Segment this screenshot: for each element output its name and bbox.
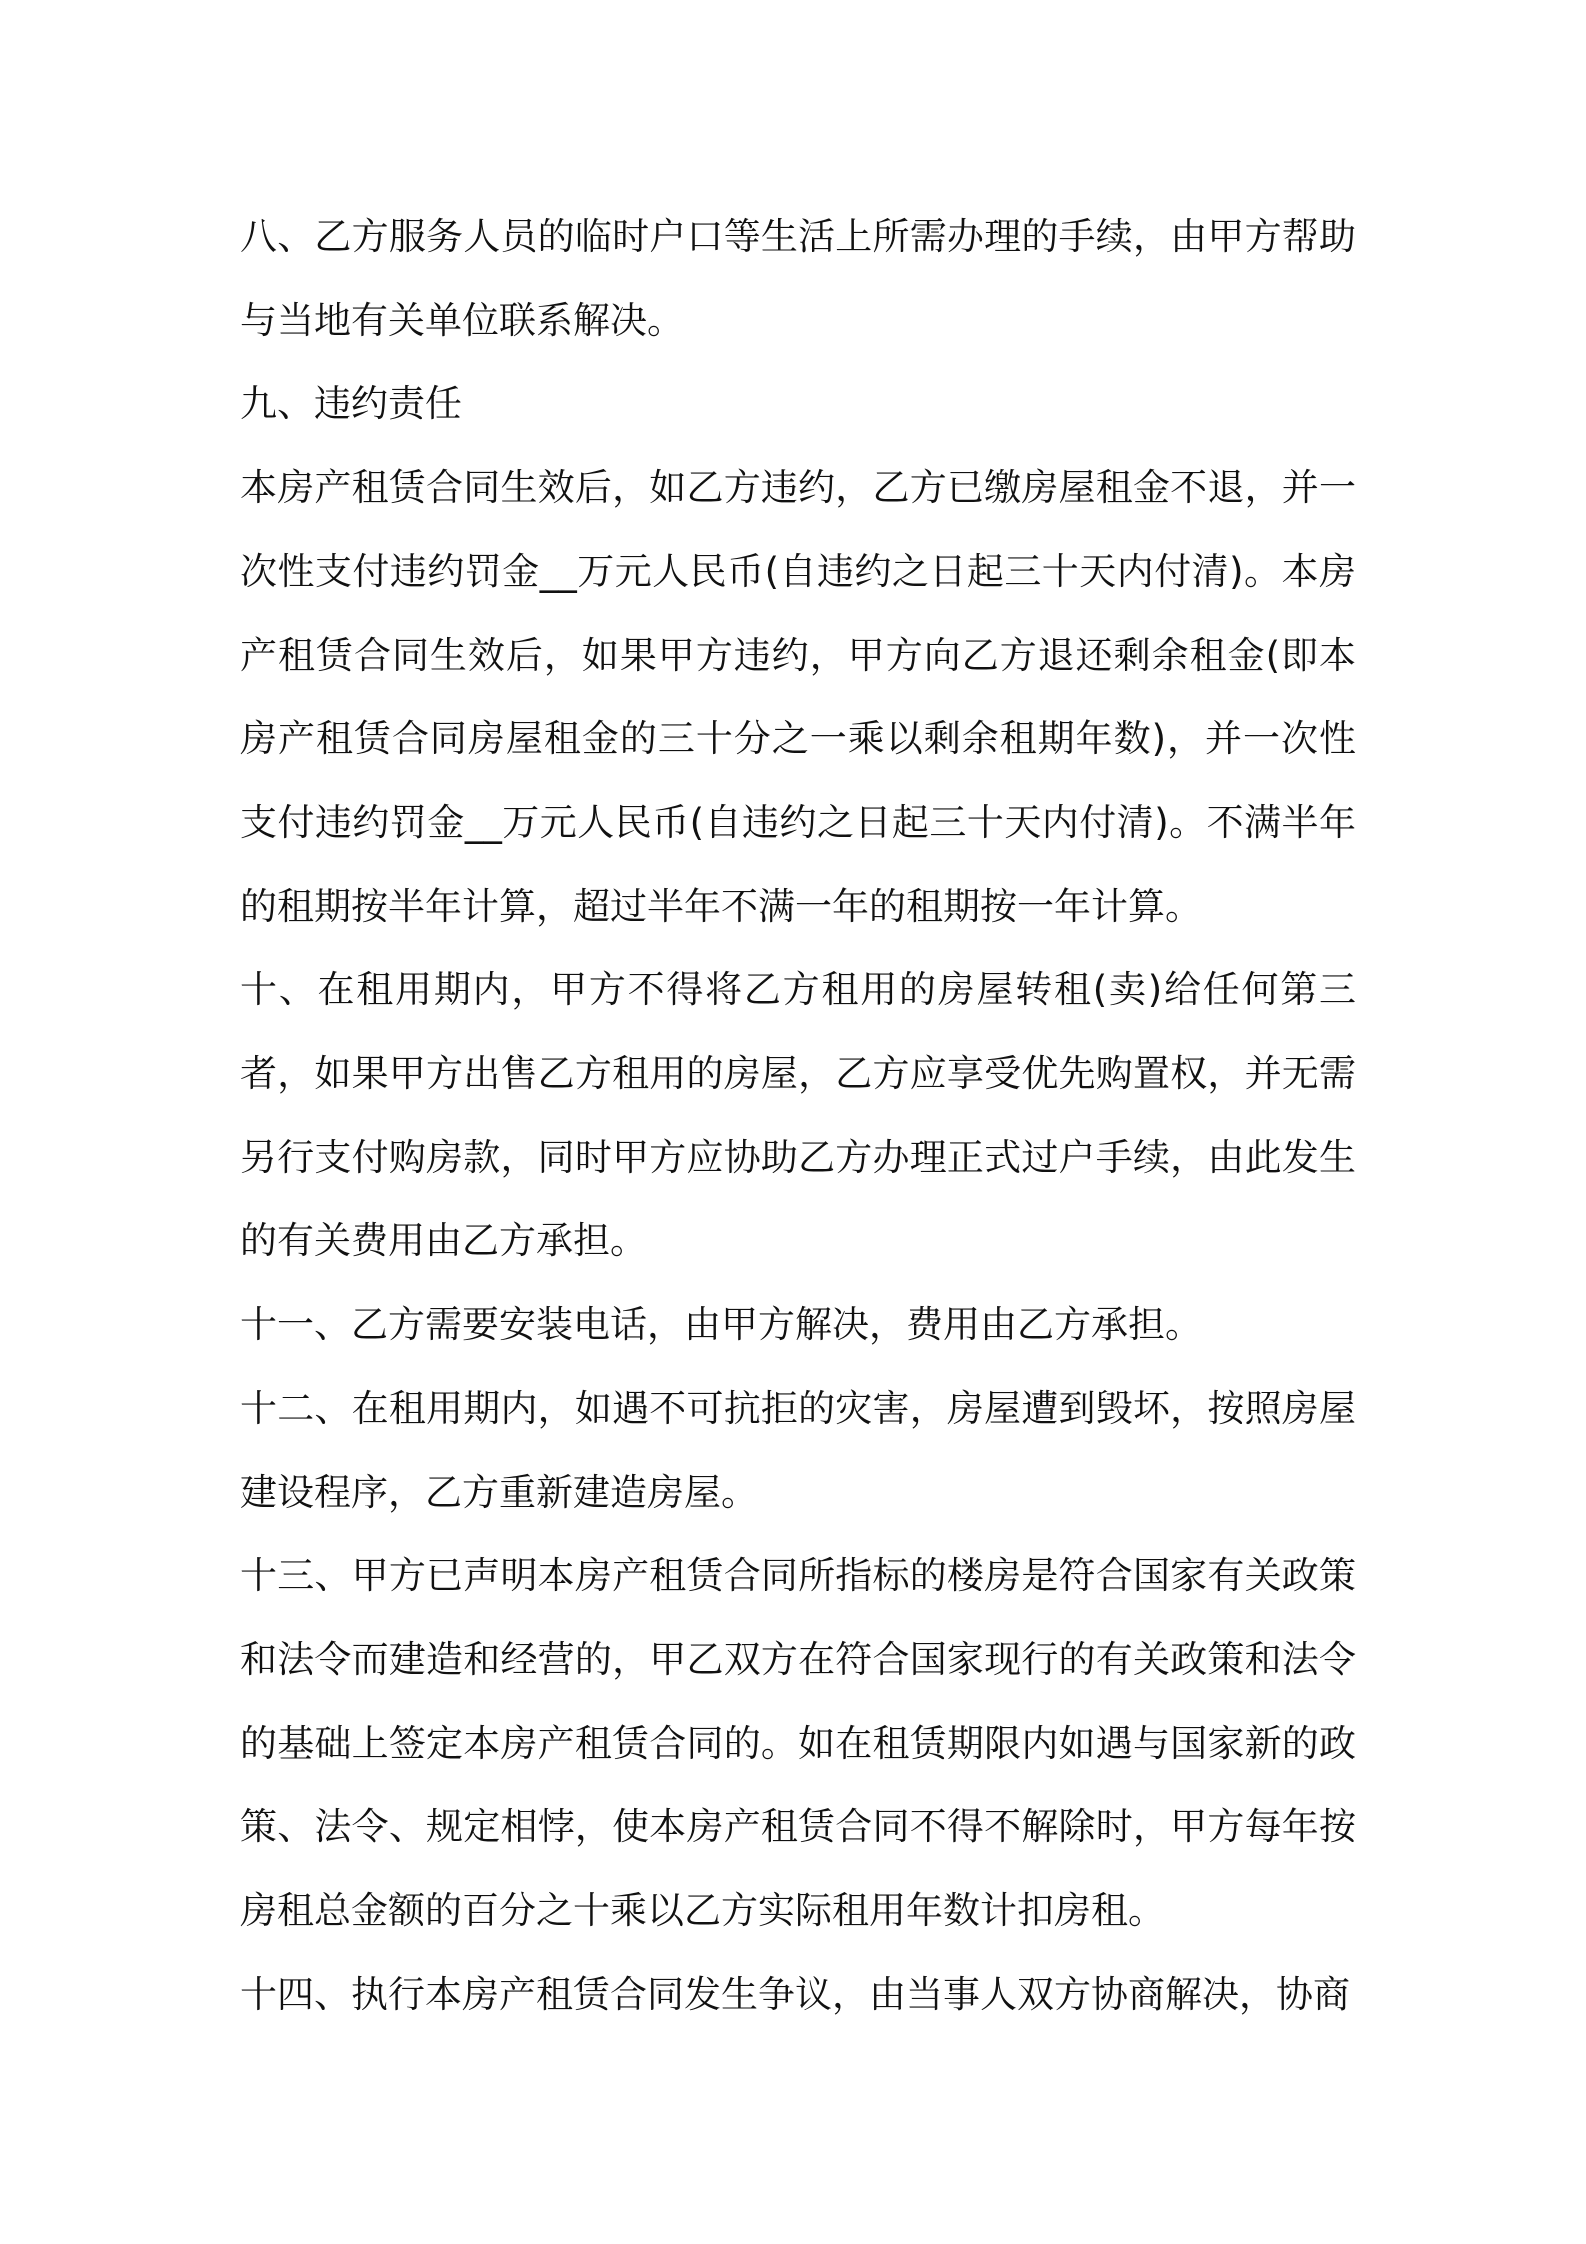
- paragraph-article-9-heading: 九、违约责任: [240, 382, 462, 426]
- paragraph-article-10: 十、在租用期内，甲方不得将乙方租用的房屋转租(卖)给任何第三者，如果甲方出售乙方租用的房屋，乙方应享受优先购置权，并无需另行支付购房款，同时甲方应协助乙方办理正式过户手续，由此发生的有关费用由乙方承担。: [240, 968, 1356, 1263]
- paragraph-article-14: 十四、执行本房产租赁合同发生争议，由当事人双方协商解决，协商: [240, 1972, 1350, 2016]
- paragraph-article-13: 十三、甲方已声明本房产租赁合同所指标的楼房是符合国家有关政策和法令而建造和经营的，甲乙双方在符合国家现行的有关政策和法令的基础上签定本房产租赁合同的。如在租赁期限内如遇与国家新的政策、法令、规定相悖，使本房产租赁合同不得不解除时，甲方每年按房租总金额的百分之十乘以乙方实际租用年数计扣房租。: [240, 1554, 1356, 1933]
- paragraph-breach-liability: 本房产租赁合同生效后，如乙方违约，乙方已缴房屋租金不退，并一次性支付违约罚金__万元人民币(自违约之日起三十天内付清)。本房产租赁合同生效后，如果甲方违约，甲方向乙方退还剩余租金(即本房产租赁合同房屋租金的三十分之一乘以剩余租期年数)，并一次性支付违约罚金__万元人民币(自违约之日起三十天内付清)。不满半年的租期按半年计算，超过半年不满一年的租期按一年计算。: [240, 466, 1356, 928]
- paragraph-article-11: 十一、乙方需要安装电话，由甲方解决，费用由乙方承担。: [240, 1303, 1202, 1347]
- paragraph-article-12: 十二、在租用期内，如遇不可抗拒的灾害，房屋遭到毁坏，按照房屋建设程序，乙方重新建造房屋。: [240, 1386, 1356, 1514]
- document-body: [240, 195, 1356, 2036]
- paragraph-article-8: 八、乙方服务人员的临时户口等生活上所需办理的手续，由甲方帮助与当地有关单位联系解决。: [240, 215, 1356, 342]
